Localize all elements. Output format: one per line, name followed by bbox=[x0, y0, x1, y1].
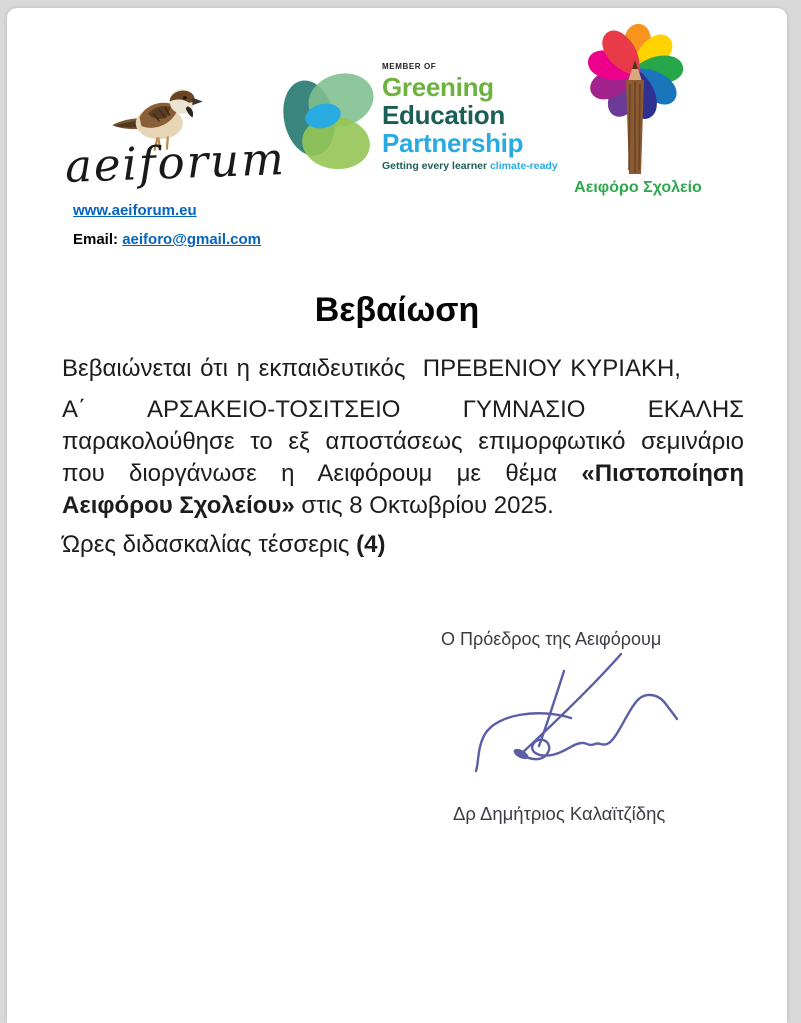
paragraph-trainee: Βεβαιώνεται ότι η εκπαιδευτικός ΠΡΕΒΕΝΙΟΥ ΚΥΡΙΑΚΗ, bbox=[62, 355, 681, 382]
sustainable-school-label: Αειφόρο Σχολείο bbox=[574, 179, 702, 196]
paragraph-hours: Ώρες διδασκαλίας τέσσερις (4) bbox=[62, 531, 386, 558]
website-link[interactable]: www.aeiforum.eu bbox=[73, 202, 197, 219]
gep-word-greening: Greening bbox=[382, 72, 494, 102]
certificate-page bbox=[7, 8, 787, 1023]
email-link[interactable]: aeiforo@gmail.com bbox=[122, 231, 262, 248]
gep-word-partnership: Partnership bbox=[382, 128, 524, 158]
seminar-topic: «Πιστοποίηση Αειφόρου Σχολείου» bbox=[62, 460, 744, 519]
signature-image bbox=[435, 652, 747, 794]
gep-word-education: Education bbox=[382, 100, 505, 130]
paragraph-seminar: Α΄ ΑΡΣΑΚΕΙΟ-ΤΟΣΙΤΣΕΙΟ ΓΥΜΝΑΣΙΟ ΕΚΑΛΗΣ παρακολούθησε το εξ αποστάσεως επιμορφωτικό σεμινάριο που διοργάνωσε η Αειφόρουμ με θέμα «Πιστοποίηση Αειφόρου Σχολείου» στις 8 Οκτωβρίου 2025. bbox=[62, 396, 744, 519]
gep-member-of: MEMBER OF bbox=[382, 62, 437, 71]
email-label: Email: bbox=[73, 231, 123, 248]
email-line bbox=[73, 231, 261, 248]
gep-tagline: Getting every learner climate-ready bbox=[382, 160, 558, 172]
signatory-name: Δρ Δημήτριος Καλαϊτζίδης bbox=[453, 803, 666, 824]
pinwheel-tree-icon bbox=[563, 22, 713, 177]
hours-value: (4) bbox=[356, 531, 386, 558]
certificate-body bbox=[62, 353, 744, 561]
gep-logo bbox=[279, 58, 558, 178]
sustainable-school-logo bbox=[563, 22, 713, 202]
signatory-role: Ο Πρόεδρος της Αειφόρουμ bbox=[441, 629, 662, 649]
certificate-title: Βεβαίωση bbox=[314, 291, 480, 329]
aeiforum-logo-text: aeiforum bbox=[64, 132, 287, 193]
gep-logo-icon bbox=[279, 66, 379, 170]
